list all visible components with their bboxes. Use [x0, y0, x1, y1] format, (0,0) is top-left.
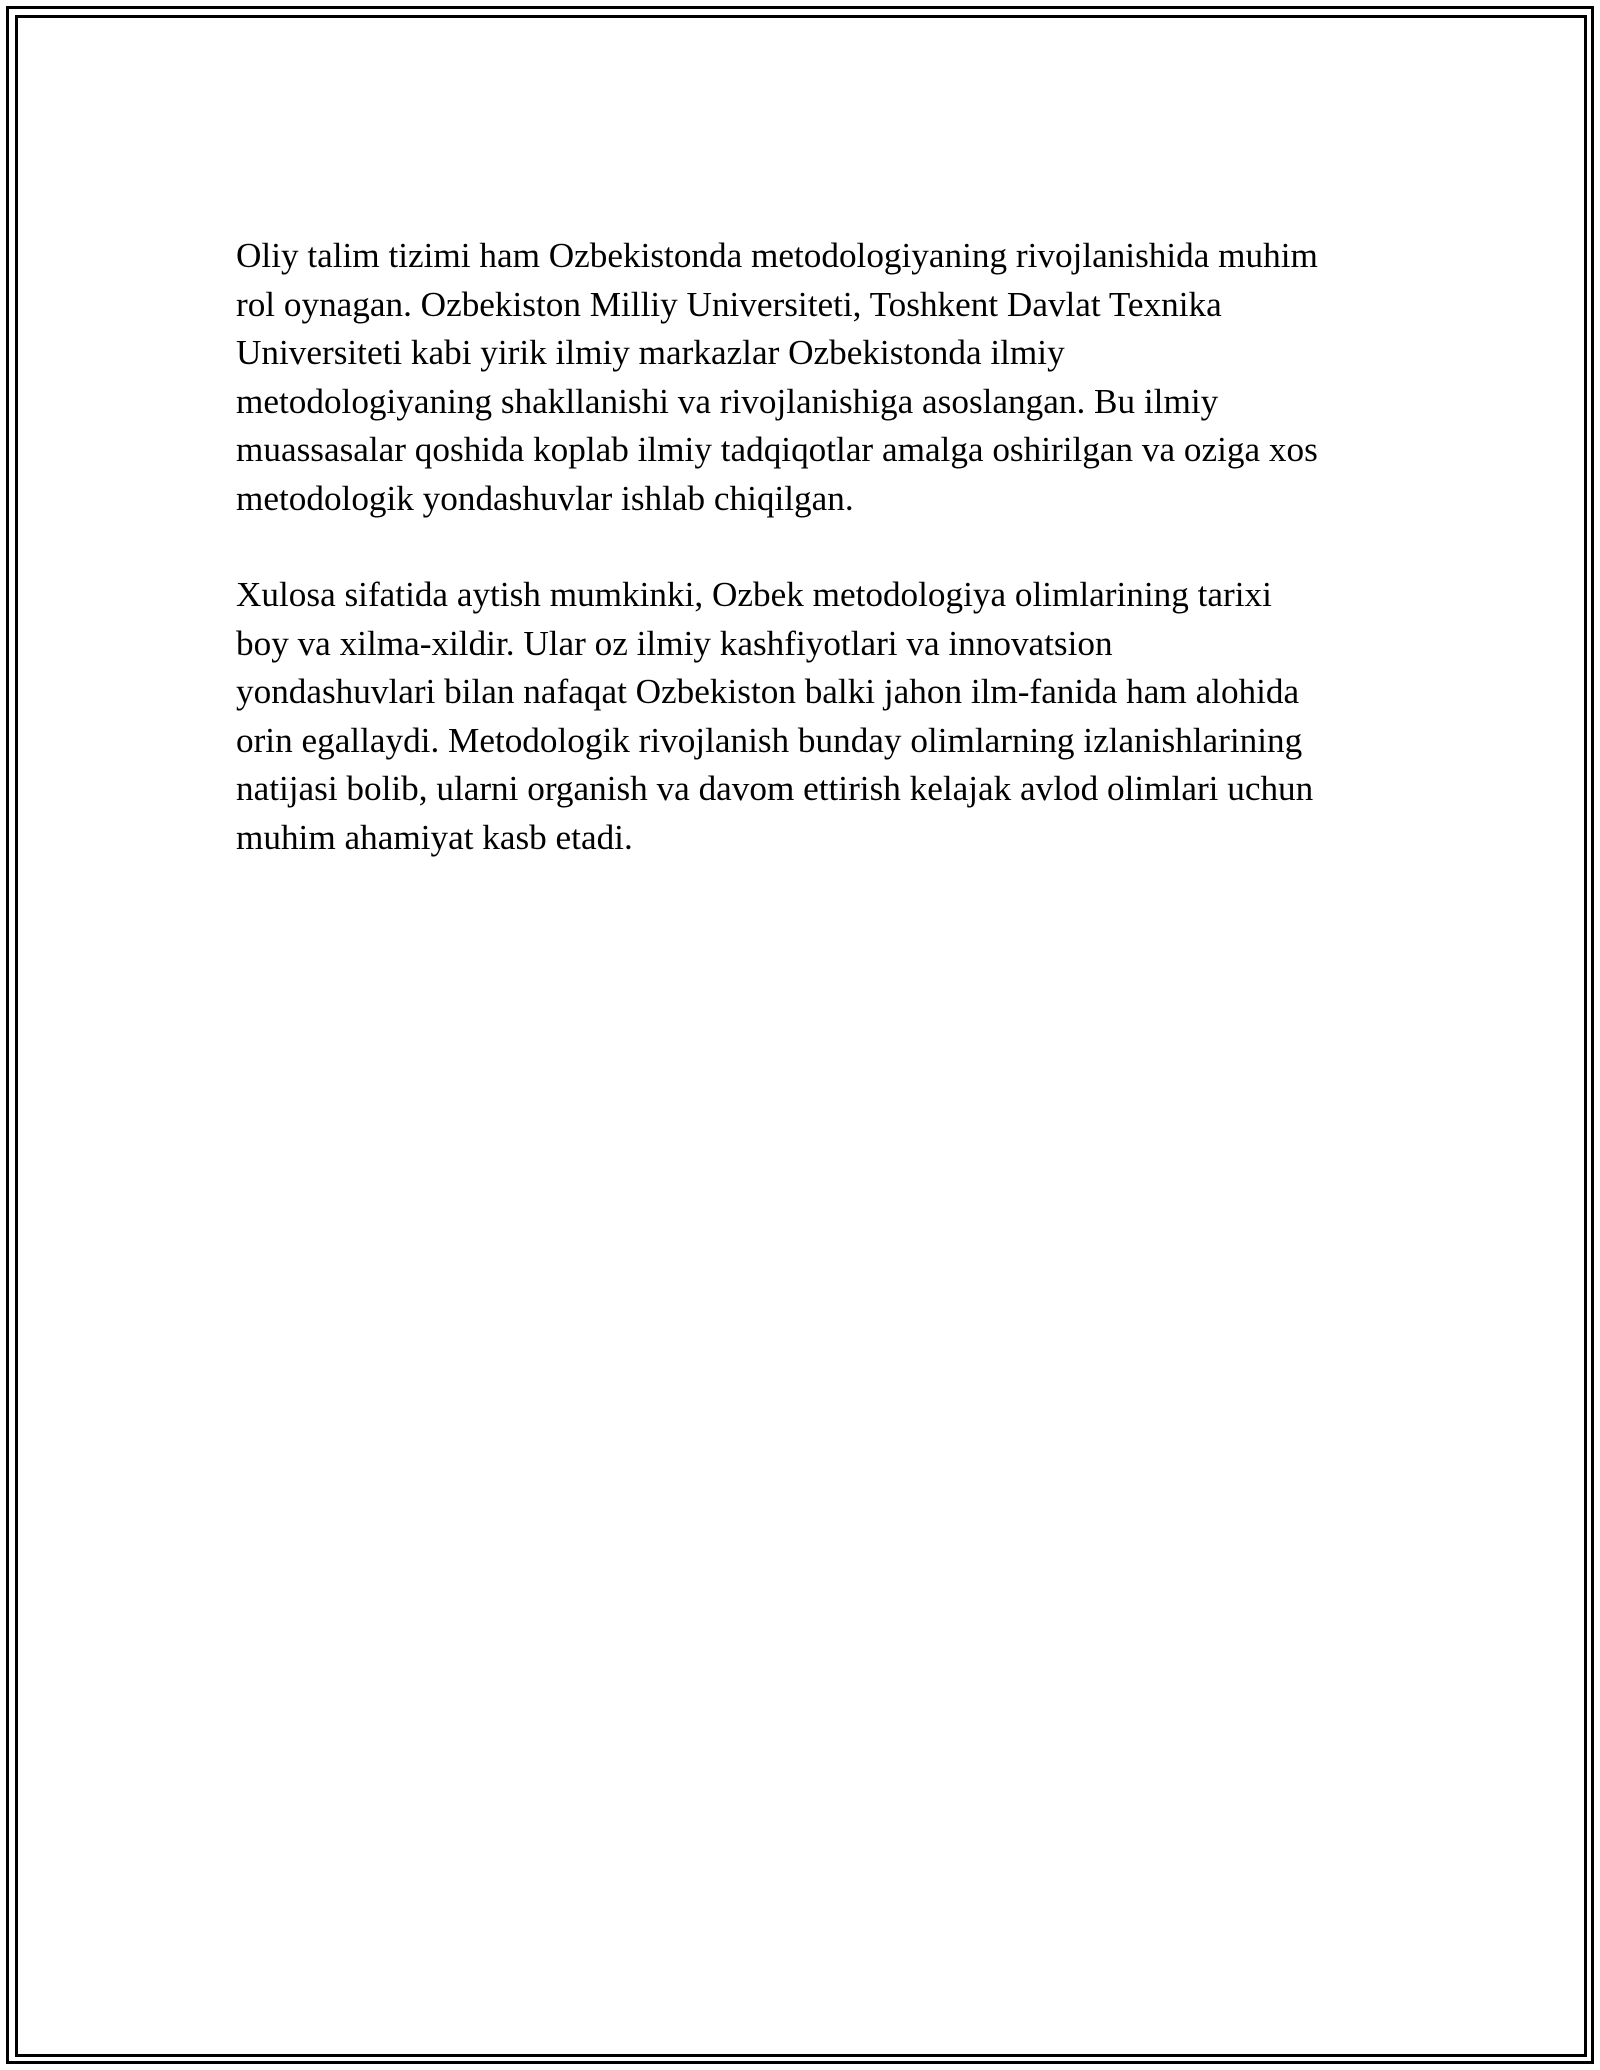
text-line: yondashuvlari bilan nafaqat Ozbekiston balki jahon ilm-fanida ham alohida — [236, 672, 1300, 711]
text-line: orin egallaydi. Metodologik rivojlanish bunday olimlarning izlanishlarining — [236, 720, 1303, 760]
text-line: Oliy talim tizimi ham Ozbekistonda metodologiyaning rivojlanishida muhim — [236, 236, 1318, 275]
document-body — [236, 232, 1386, 910]
text-line: boy va xilma-xildir. Ular oz ilmiy kashfiyotlari va innovatsion — [236, 623, 1113, 663]
text-line: rol oynagan. Ozbekiston Milliy Universiteti, Toshkent Davlat Texnika — [236, 284, 1222, 324]
paragraph-2 — [236, 571, 1386, 862]
paragraph-1 — [236, 232, 1386, 523]
text-line: natijasi bolib, ularni organish va davom ettirish kelajak avlod olimlari uchun — [236, 769, 1314, 808]
text-line: muhim ahamiyat kasb etadi. — [236, 817, 633, 857]
text-line: Universiteti kabi yirik ilmiy markazlar Ozbekistonda ilmiy — [236, 333, 1065, 372]
text-line: Xulosa sifatida aytish mumkinki, Ozbek metodologiya olimlarining tarixi — [236, 575, 1272, 614]
text-line: metodologiyaning shakllanishi va rivojlanishiga asoslangan. Bu ilmiy — [236, 381, 1219, 421]
text-line: metodologik yondashuvlar ishlab chiqilgan. — [236, 478, 854, 518]
text-line: muassasalar qoshida koplab ilmiy tadqiqotlar amalga oshirilgan va oziga xos — [236, 430, 1318, 469]
